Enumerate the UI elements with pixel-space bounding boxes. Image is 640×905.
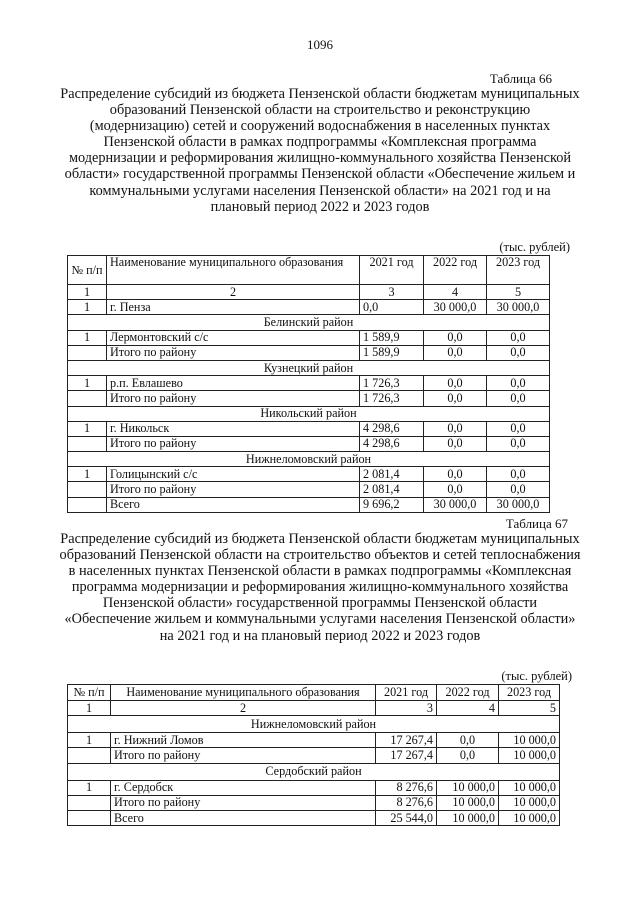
cell: 3 bbox=[360, 285, 424, 300]
table-66 bbox=[67, 255, 550, 513]
cell: 1 bbox=[68, 300, 107, 315]
header-2023: 2023 год bbox=[499, 685, 560, 701]
cell: 9 696,2 bbox=[360, 497, 424, 512]
cell: 10 000,0 bbox=[499, 810, 560, 825]
cell bbox=[68, 497, 107, 512]
cell: 0,0 bbox=[424, 467, 487, 482]
section-row bbox=[68, 315, 550, 330]
cell: 2 081,4 bbox=[360, 467, 424, 482]
cell bbox=[68, 748, 111, 763]
cell: 1 bbox=[68, 285, 107, 300]
cell: 0,0 bbox=[487, 467, 550, 482]
cell: 0,0 bbox=[424, 436, 487, 451]
header-2023: 2023 год bbox=[487, 256, 550, 285]
cell: 3 bbox=[376, 701, 437, 716]
cell: 17 267,4 bbox=[376, 733, 437, 748]
table-67-label: Таблица 67 bbox=[505, 516, 568, 531]
cell bbox=[68, 795, 111, 810]
cell: Итого по району bbox=[111, 748, 376, 763]
cell: 4 bbox=[437, 701, 499, 716]
header-num: № п/п bbox=[68, 685, 111, 701]
cell: 4 298,6 bbox=[360, 436, 424, 451]
header-name: Наименование муниципального образования bbox=[107, 256, 360, 285]
cell: 0,0 bbox=[487, 482, 550, 497]
cell: 0,0 bbox=[424, 421, 487, 436]
cell: 1 bbox=[68, 467, 107, 482]
table-66-title: Распределение субсидий из бюджета Пензенской области бюджетам муниципальных образований Пензенской области на строительство и реконструкцию (модернизацию) сетей и сооружений водоснабжения в населенных пунктах Пензенской области в рамках подпрограммы «Комплексная программа модернизации и реформирования жилищно-коммунального хозяйства Пензенской области» государственной программы Пензенской области «Обеспечение жильем и коммунальными услугами населения Пензенской области» на 2021 год и на плановый период 2022 и 2023 годов bbox=[60, 86, 580, 215]
total-row bbox=[68, 345, 550, 360]
cell: 0,0 bbox=[487, 376, 550, 391]
cell: 0,0 bbox=[437, 748, 499, 763]
table-67-units: (тыс. рублей) bbox=[501, 669, 572, 683]
cell: 10 000,0 bbox=[437, 810, 499, 825]
cell: 0,0 bbox=[487, 391, 550, 406]
cell: 0,0 bbox=[424, 391, 487, 406]
cell: 1 726,3 bbox=[360, 376, 424, 391]
header-2021: 2021 год bbox=[360, 256, 424, 285]
cell: 30 000,0 bbox=[487, 300, 550, 315]
cell: Итого по району bbox=[111, 795, 376, 810]
section-title: Нижнеломовский район bbox=[68, 452, 550, 467]
cell: 10 000,0 bbox=[499, 795, 560, 810]
cell: 2 081,4 bbox=[360, 482, 424, 497]
cell: г. Сердобск bbox=[111, 780, 376, 795]
cell: 1 726,3 bbox=[360, 391, 424, 406]
total-row bbox=[68, 391, 550, 406]
table-row bbox=[68, 733, 560, 748]
cell: 30 000,0 bbox=[424, 300, 487, 315]
cell: 1 589,9 bbox=[360, 330, 424, 345]
cell: 30 000,0 bbox=[487, 497, 550, 512]
cell: 0,0 bbox=[487, 421, 550, 436]
cell: 10 000,0 bbox=[437, 795, 499, 810]
header-2022: 2022 год bbox=[437, 685, 499, 701]
cell bbox=[68, 810, 111, 825]
cell: 8 276,6 bbox=[376, 780, 437, 795]
cell: 10 000,0 bbox=[499, 733, 560, 748]
cell: 8 276,6 bbox=[376, 795, 437, 810]
cell: 17 267,4 bbox=[376, 748, 437, 763]
cell: Итого по району bbox=[107, 391, 360, 406]
section-title: Никольский район bbox=[68, 406, 550, 421]
grand-total-row bbox=[68, 810, 560, 825]
cell bbox=[68, 436, 107, 451]
cell: 2 bbox=[111, 701, 376, 716]
section-title: Сердобский район bbox=[68, 763, 560, 780]
section-title: Кузнецкий район bbox=[68, 360, 550, 375]
section-row bbox=[68, 716, 560, 733]
cell bbox=[68, 345, 107, 360]
cell: Всего bbox=[111, 810, 376, 825]
section-title: Белинский район bbox=[68, 315, 550, 330]
cell: г. Пенза bbox=[107, 300, 360, 315]
cell bbox=[68, 482, 107, 497]
table-row bbox=[68, 421, 550, 436]
grand-total-row bbox=[68, 497, 550, 512]
header-2022: 2022 год bbox=[424, 256, 487, 285]
total-row bbox=[68, 436, 550, 451]
cell: 2 bbox=[107, 285, 360, 300]
cell: 1 bbox=[68, 733, 111, 748]
cell: 0,0 bbox=[487, 436, 550, 451]
cell: 1 bbox=[68, 376, 107, 391]
section-row bbox=[68, 406, 550, 421]
total-row bbox=[68, 795, 560, 810]
table-header-row bbox=[68, 256, 550, 285]
table-row bbox=[68, 780, 560, 795]
table-row bbox=[68, 300, 550, 315]
section-title: Нижнеломовский район bbox=[68, 716, 560, 733]
table-67 bbox=[67, 684, 560, 826]
cell: 25 544,0 bbox=[376, 810, 437, 825]
cell: 1 bbox=[68, 701, 111, 716]
cell: Всего bbox=[107, 497, 360, 512]
header-2021: 2021 год bbox=[376, 685, 437, 701]
section-row bbox=[68, 452, 550, 467]
cell: г. Никольск bbox=[107, 421, 360, 436]
cell: 5 bbox=[499, 701, 560, 716]
cell: 5 bbox=[487, 285, 550, 300]
total-row bbox=[68, 748, 560, 763]
cell: 0,0 bbox=[487, 345, 550, 360]
cell: 0,0 bbox=[424, 345, 487, 360]
cell: 1 bbox=[68, 780, 111, 795]
cell: 0,0 bbox=[424, 330, 487, 345]
cell: 10 000,0 bbox=[437, 780, 499, 795]
cell: Лермонтовский с/с bbox=[107, 330, 360, 345]
table-67-title: Распределение субсидий из бюджета Пензенской области бюджетам муниципальных образований Пензенской области на строительство объектов и сетей теплоснабжения в населенных пунктах Пензенской области в рамках подпрограммы «Комплексная программа модернизации и реформирования жилищно-коммунального хозяйства Пензенской области» государственной программы Пензенской области «Обеспечение жильем и коммунальными услугами населения Пензенской области» на 2021 год и на плановый период 2022 и 2023 годов bbox=[59, 531, 581, 644]
header-name: Наименование муниципального образования bbox=[111, 685, 376, 701]
cell: 30 000,0 bbox=[424, 497, 487, 512]
table-66-units: (тыс. рублей) bbox=[499, 240, 570, 254]
cell: 4 298,6 bbox=[360, 421, 424, 436]
table-index-row bbox=[68, 285, 550, 300]
cell bbox=[68, 391, 107, 406]
cell: 10 000,0 bbox=[499, 748, 560, 763]
table-66-label: Таблица 66 bbox=[489, 71, 552, 86]
cell: 0,0 bbox=[437, 733, 499, 748]
cell: Голицынский с/с bbox=[107, 467, 360, 482]
cell: 0,0 bbox=[487, 330, 550, 345]
page-number: 1096 bbox=[307, 37, 333, 52]
header-num: № п/п bbox=[68, 256, 107, 285]
cell: 10 000,0 bbox=[499, 780, 560, 795]
table-row bbox=[68, 376, 550, 391]
table-row bbox=[68, 467, 550, 482]
cell: г. Нижний Ломов bbox=[111, 733, 376, 748]
cell: Итого по району bbox=[107, 482, 360, 497]
section-row bbox=[68, 763, 560, 780]
cell: 0,0 bbox=[424, 376, 487, 391]
total-row bbox=[68, 482, 550, 497]
cell: 1 bbox=[68, 421, 107, 436]
table-header-row bbox=[68, 685, 560, 701]
cell: 0,0 bbox=[424, 482, 487, 497]
table-row bbox=[68, 330, 550, 345]
cell: 4 bbox=[424, 285, 487, 300]
cell: р.п. Евлашево bbox=[107, 376, 360, 391]
cell: 1 bbox=[68, 330, 107, 345]
cell: 0,0 bbox=[360, 300, 424, 315]
table-index-row bbox=[68, 701, 560, 716]
cell: Итого по району bbox=[107, 436, 360, 451]
cell: Итого по району bbox=[107, 345, 360, 360]
cell: 1 589,9 bbox=[360, 345, 424, 360]
section-row bbox=[68, 360, 550, 375]
